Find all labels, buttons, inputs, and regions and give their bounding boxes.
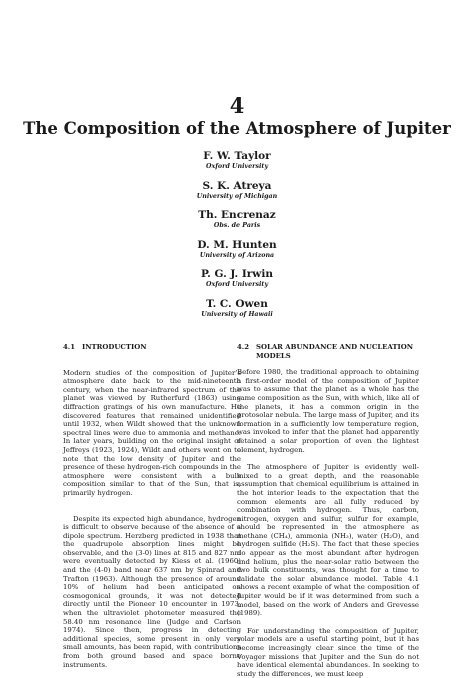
chapter-number: 4 <box>229 93 245 118</box>
author-entry <box>0 239 474 269</box>
author-name: Th. Encrenaz <box>198 209 276 221</box>
section-number: 4.2 <box>237 343 249 351</box>
author-name: F. W. Taylor <box>203 150 271 162</box>
author-name: P. G. J. Irwin <box>201 268 273 280</box>
author-name: D. M. Hunten <box>197 238 277 251</box>
author-affiliation: University of Michigan <box>196 192 278 200</box>
section-title: INTRODUCTION <box>82 343 147 351</box>
right-column <box>237 343 419 678</box>
paragraph: Before 1980, the traditional approach to obtaining a first-order model of the composition of Jupiter was to assume that the planet as a whole has the same composition as the Sun, with which, like all of the planets, it has a common origin in the protosolar nebula. The large mass of Jupiter, and its formation in a sufficiently low temperature region, was invoked to infer that the planet had apparently retained a solar proportion of even the lightest element, hydrogen. <box>237 368 419 454</box>
author-entry <box>0 298 474 328</box>
author-entry <box>0 150 474 180</box>
section-heading-introduction <box>63 343 241 352</box>
section-title: SOLAR ABUNDANCE AND NUCLEATION MODELS <box>256 343 414 360</box>
author-entry <box>0 180 474 210</box>
section-heading-solar-abundance <box>237 343 419 360</box>
chapter-title: The Composition of the Atmosphere of Jupiter <box>23 119 451 138</box>
paragraph: For understanding the composition of Jupiter, solar models are a useful starting point, but it has become increasingly clear since the time of the Voyager missions that Jupiter and the Sun do not have identical elemental abundances. In seeking to study the differences, we must keep <box>237 626 419 678</box>
left-column <box>63 343 241 669</box>
paragraph: The atmosphere of Jupiter is evidently well-mixed to a great depth, and the reasonable assumption that chemical equilibrium is attained in the hot interior leads to the expectation that the common elements are all fully reduced by combination with hydrogen. Thus, carbon, nitrogen, oxygen and sulfur, sulfur for example, should be represented in the atmosphere as methane (CH₄), ammonia (NH₃), water (H₂O), and hydrogen sulfide (H₂S). The fact that these species do appear as the most abundant after hydrogen and helium, plus the near-solar ratio between the two bulk constituents, was thought for a time to validate the solar abundance model. Table 4.1 shows a recent example of what the composition of Jupiter would be if it was determined from such a model, based on the work of Anders and Grevesse (1989). <box>237 463 419 618</box>
author-affiliation: Oxford University <box>205 281 268 288</box>
author-entry <box>0 268 474 298</box>
author-list <box>0 150 474 327</box>
author-name: T. C. Owen <box>206 297 268 310</box>
paragraph: Modern studies of the composition of Jupiter’s atmosphere date back to the mid-nineteenth century, when the near-infrared spectrum of the planet was viewed by Rutherfurd (1863) using diffraction gratings of his own manufacture. He discovered features that remained unidentified until 1932, when Wildt showed that the unknown spectral lines were due to ammonia and methane. In later years, building on the original insight of Jeffreys (1923, 1924), Wildt and others went on to note that the low density of Jupiter and the presence of these hydrogen-rich compounds in the atmosphere were consistent with a bulk composition similar to that of the Sun, that is, primarily hydrogen. <box>63 368 241 497</box>
author-affiliation: Obs. de Paris <box>213 222 261 229</box>
section-number: 4.1 <box>63 343 75 351</box>
paragraph: Despite its expected high abundance, hydrogen is difficult to observe because of the absence of a dipole spectrum. Herzberg predicted in 1938 that the quadrupole absorption lines might be observable, and the (3-0) lines at 815 and 827 nm were eventually detected by Kiess et al. (1960) and the (4-0) band near 637 nm by Spinrad and Trafton (1963). Although the presence of around 10% of helium had been anticipated on cosmogonical grounds, it was not detected directly until the Pioneer 10 encounter in 1973, when the ultraviolet photometer measured the 58.40 nm resonance line (Judge and Carlson 1974). Since then, progress in detecting additional species, some present in only very small amounts, has been rapid, with contributions from both ground based and space borne instruments. <box>63 514 241 669</box>
author-name: S. K. Atreya <box>202 179 272 192</box>
author-affiliation: Oxford University <box>205 163 268 170</box>
author-entry <box>0 209 474 239</box>
author-affiliation: University of Hawaii <box>201 310 273 318</box>
author-affiliation: University of Arizona <box>199 251 275 259</box>
